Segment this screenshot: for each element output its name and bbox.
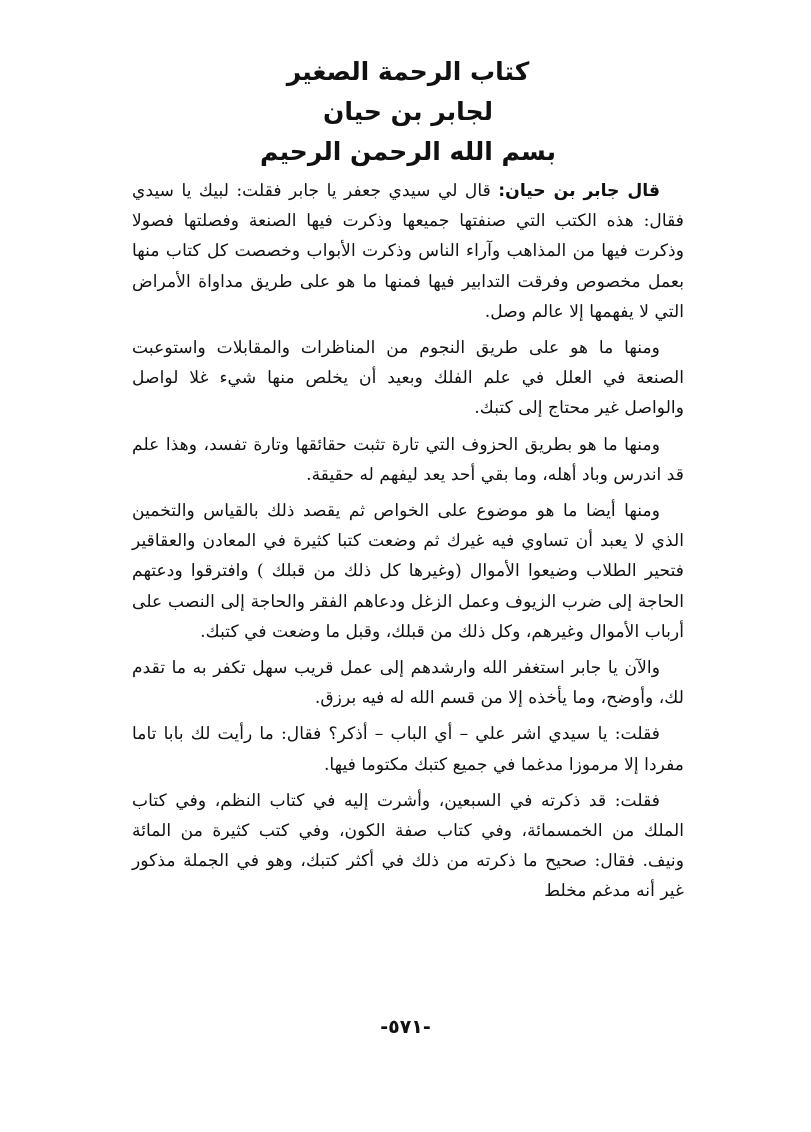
document-page — [132, 52, 684, 1112]
paragraph-2: ومنها ما هو بطريق الحزوف التي تارة تثبت حقائقها وتارة تفسد، وهذا علم قد اندرس وباد أهله، وما بقي أحد يعد ليفهم له حقيقة. — [132, 434, 684, 485]
page-number: -٥٧١- — [380, 1016, 431, 1038]
basmala: بسم الله الرحمن الرحيم — [260, 137, 556, 166]
book-title: كتاب الرحمة الصغير — [286, 57, 530, 86]
paragraph-4: والآن يا جابر استغفر الله وارشدهم إلى عمل قريب سهل تكفر به ما تقدم لك، وأوضح، وما يأخذه إلا من قسم الله له فيه برزق. — [132, 658, 684, 709]
speaker-label: قال جابر بن حيان: — [498, 181, 660, 201]
title-block — [132, 52, 684, 172]
intro-text: قال لي سيدي جعفر يا جابر فقلت: لبيك يا سيدي فقال: هذه الكتب التي صنفتها جميعها وذكرت فيها الصنعة وفصلتها فصولا وذكرت فيها من المذاهب وآراء الناس وذكرت الأبواب وخصصت كل كتاب منها بعمل مخصوص وفرقت التدابير فيها فمنها ما هو على طريق مداواة الأمراض التي لا يفهمها إلا عالم وصل. — [132, 181, 684, 322]
paragraph-3: ومنها أيضا ما هو موضوع على الخواص ثم يقصد ذلك بالقياس والتخمين الذي لا يعبد أن تساوي فيه غيرك ثم وضعت كتبا كثيرة في المعادن والعقاقير فتحير الطلاب وضيعوا الأموال (وغيرها كل ذلك من قبلك ) وافترقوا ودعتهم الحاجة إلى ضرب الزيوف وعمل الزغل ودعاهم الفقر والحاجة إلى النصب على أرباب الأموال وغيرهم، وكل ذلك من قبلك، وقبل ما وضعت في كتبك. — [132, 501, 684, 642]
paragraph-5: فقلت: يا سيدي اشر علي – أي الباب – أذكر؟ فقال: ما رأيت لك بابا تاما مفردا إلا مرموزا مدغما في جميع كتبك مكتوما فيها. — [132, 724, 684, 775]
paragraph-1: ومنها ما هو على طريق النجوم من المناظرات والمقابلات واستوعبت الصنعة في العلل في علم الفلك وبعيد أن يخلص منها شيء غلا لواصل والواصل غير محتاج إلى كتبك. — [132, 338, 684, 419]
author-line: لجابر بن حيان — [323, 97, 493, 126]
intro-paragraph — [132, 176, 684, 327]
paragraph-6: فقلت: قد ذكرته في السبعين، وأشرت إليه في كتاب النظم، وفي كتاب الملك من الخمسمائة، وفي كتاب صفة الكون، وفي كتب كثيرة من المائة ونيف. فقال: صحيح ما ذكرته من ذلك في أكثر كتبك، وهو في الجملة مذكور غير أنه مدغم مخلط — [132, 790, 684, 902]
